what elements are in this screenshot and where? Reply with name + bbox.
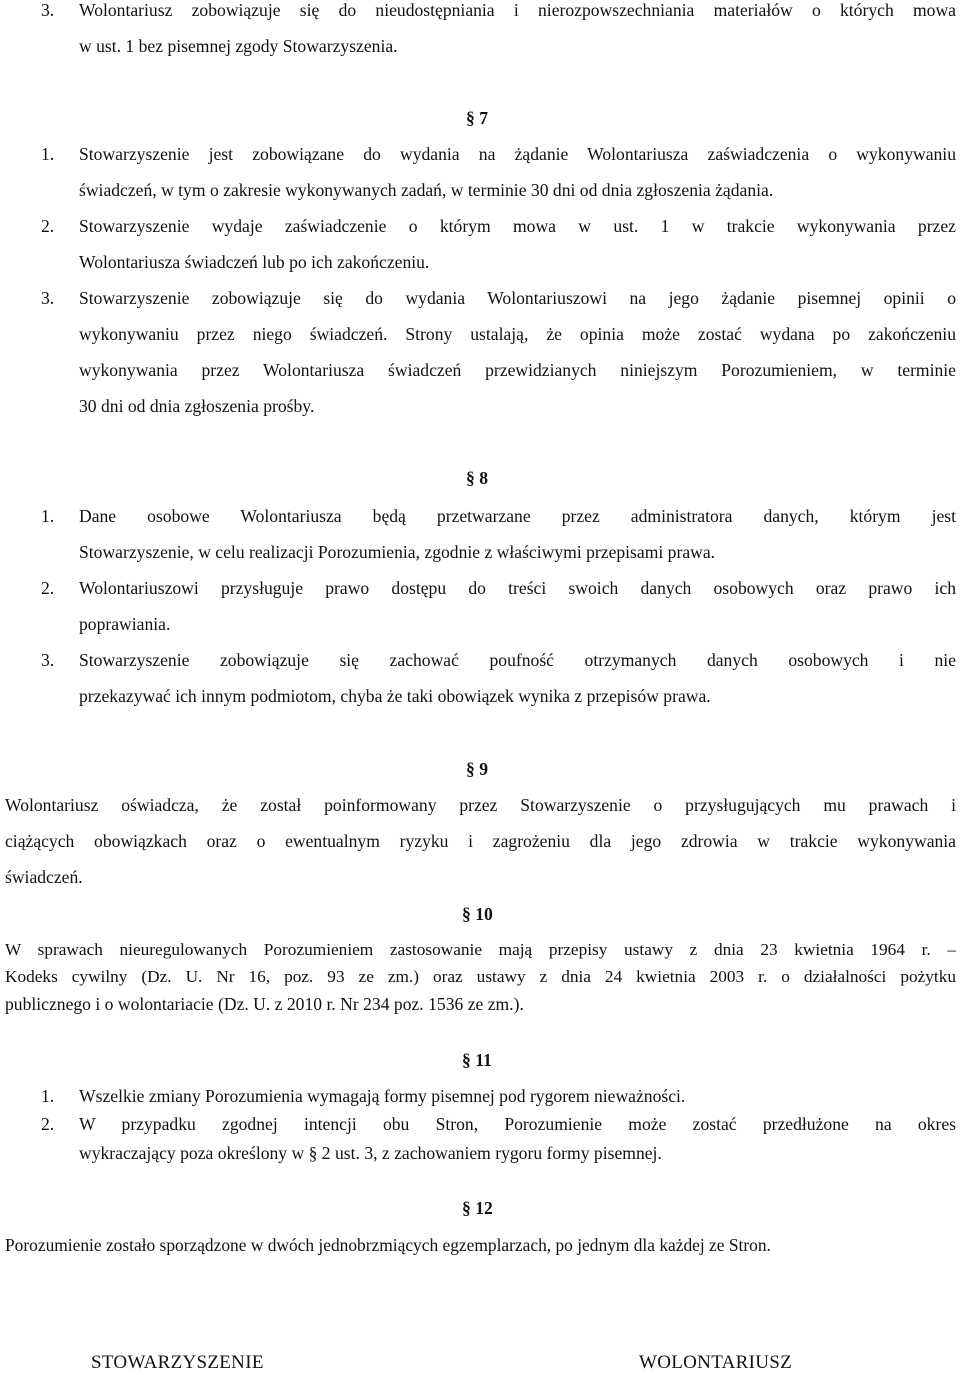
paragraph-text-line: Wszelkie zmiany Porozumienia wymagają formy pisemnej pod rygorem nieważności. xyxy=(79,1086,686,1106)
paragraph-text-line: Wolontariusza świadczeń lub po ich zakończeniu. xyxy=(79,252,430,272)
paragraph-text-line: w ust. 1 bez pisemnej zgody Stowarzyszenia. xyxy=(79,36,398,56)
paragraph-number: 2. xyxy=(41,578,55,598)
paragraph-text-line: wykraczający poza określony w § 2 ust. 3, z zachowaniem rygoru formy pisemnej. xyxy=(79,1143,662,1163)
paragraph-text-line: Stowarzyszenie wydaje zaświadczenie o którym mowa w ust. 1 w trakcie wykonywania przez xyxy=(79,216,956,236)
paragraph-number: 3. xyxy=(41,650,55,670)
paragraph-text-line: świadczeń. xyxy=(5,867,83,887)
paragraph-text-line: Porozumienie zostało sporządzone w dwóch jednobrzmiących egzemplarzach, po jednym dla każdej ze Stron. xyxy=(5,1235,771,1255)
paragraph-text-line: wykonywaniu przez niego świadczeń. Strony ustalają, że opinia może zostać wydana po zakończeniu xyxy=(79,324,956,344)
paragraph-text-line: poprawiania. xyxy=(79,614,171,634)
section-heading-7: § 7 xyxy=(466,108,488,128)
paragraph-number: 1. xyxy=(41,144,55,164)
paragraph-text-line: Stowarzyszenie zobowiązuje się do wydania Wolontariuszowi na jego żądanie pisemnej opinii o xyxy=(79,288,956,308)
paragraph-text-line: Stowarzyszenie, w celu realizacji Porozumienia, zgodnie z właściwymi przepisami prawa. xyxy=(79,542,716,562)
paragraph-text-line: Wolontariuszowi przysługuje prawo dostępu do treści swoich danych osobowych oraz prawo ich xyxy=(79,578,956,598)
paragraph-number: 1. xyxy=(41,1086,55,1106)
section-heading-12: § 12 xyxy=(462,1198,493,1218)
paragraph-text-line: przekazywać ich innym podmiotom, chyba że taki obowiązek wynika z przepisów prawa. xyxy=(79,686,711,706)
paragraph-text-line: Dane osobowe Wolontariusza będą przetwarzane przez administratora danych, którym jest xyxy=(79,506,956,526)
paragraph-text-line: Stowarzyszenie jest zobowiązane do wydania na żądanie Wolontariusza zaświadczenia o wykonywaniu xyxy=(79,144,956,164)
paragraph-text-line: Wolontariusz oświadcza, że został poinformowany przez Stowarzyszenie o przysługujących mu prawach i xyxy=(5,795,956,815)
paragraph-text-line: Stowarzyszenie zobowiązuje się zachować poufność otrzymanych danych osobowych i nie xyxy=(79,650,956,670)
section-heading-9: § 9 xyxy=(466,759,488,779)
section-heading-8: § 8 xyxy=(466,468,488,488)
paragraph-number: 3. xyxy=(41,288,55,308)
paragraph-text-line: wykonywania przez Wolontariusza świadczeń przewidzianych niniejszym Porozumieniem, w terminie xyxy=(79,360,956,380)
paragraph-text-line: W przypadku zgodnej intencji obu Stron, Porozumienie może zostać przedłużone na okres xyxy=(79,1114,956,1134)
paragraph-text-line: Kodeks cywilny (Dz. U. Nr 16, poz. 93 ze zm.) oraz ustawy z dnia 24 kwietnia 2003 r. o działalności pożytku xyxy=(5,967,956,986)
signature-label-volunteer: WOLONTARIUSZ xyxy=(639,1352,793,1373)
section-heading-11: § 11 xyxy=(462,1050,492,1070)
paragraph-number: 1. xyxy=(41,506,55,526)
section-heading-10: § 10 xyxy=(462,904,493,924)
paragraph-text-line: Wolontariusz zobowiązuje się do nieudostępniania i nierozpowszechniania materiałów o których mowa xyxy=(79,0,956,20)
signature-label-association: STOWARZYSZENIE xyxy=(91,1352,264,1373)
paragraph-text-line: 30 dni od dnia zgłoszenia prośby. xyxy=(79,396,315,416)
paragraph-number: 3. xyxy=(41,0,55,20)
paragraph-number: 2. xyxy=(41,1114,55,1134)
paragraph-text-line: publicznego i o wolontariacie (Dz. U. z 2010 r. Nr 234 poz. 1536 ze zm.). xyxy=(5,994,524,1014)
paragraph-text-line: świadczeń, w tym o zakresie wykonywanych zadań, w terminie 30 dni od dnia zgłoszenia żądania. xyxy=(79,180,774,200)
paragraph-text-line: ciążących obowiązkach oraz o ewentualnym ryzyku i zagrożeniu dla jego zdrowia w trakcie wykonywania xyxy=(5,831,956,851)
paragraph-text-line: W sprawach nieuregulowanych Porozumieniem zastosowanie mają przepisy ustawy z dnia 23 kwietnia 1964 r. – xyxy=(5,940,956,959)
paragraph-number: 2. xyxy=(41,216,55,236)
